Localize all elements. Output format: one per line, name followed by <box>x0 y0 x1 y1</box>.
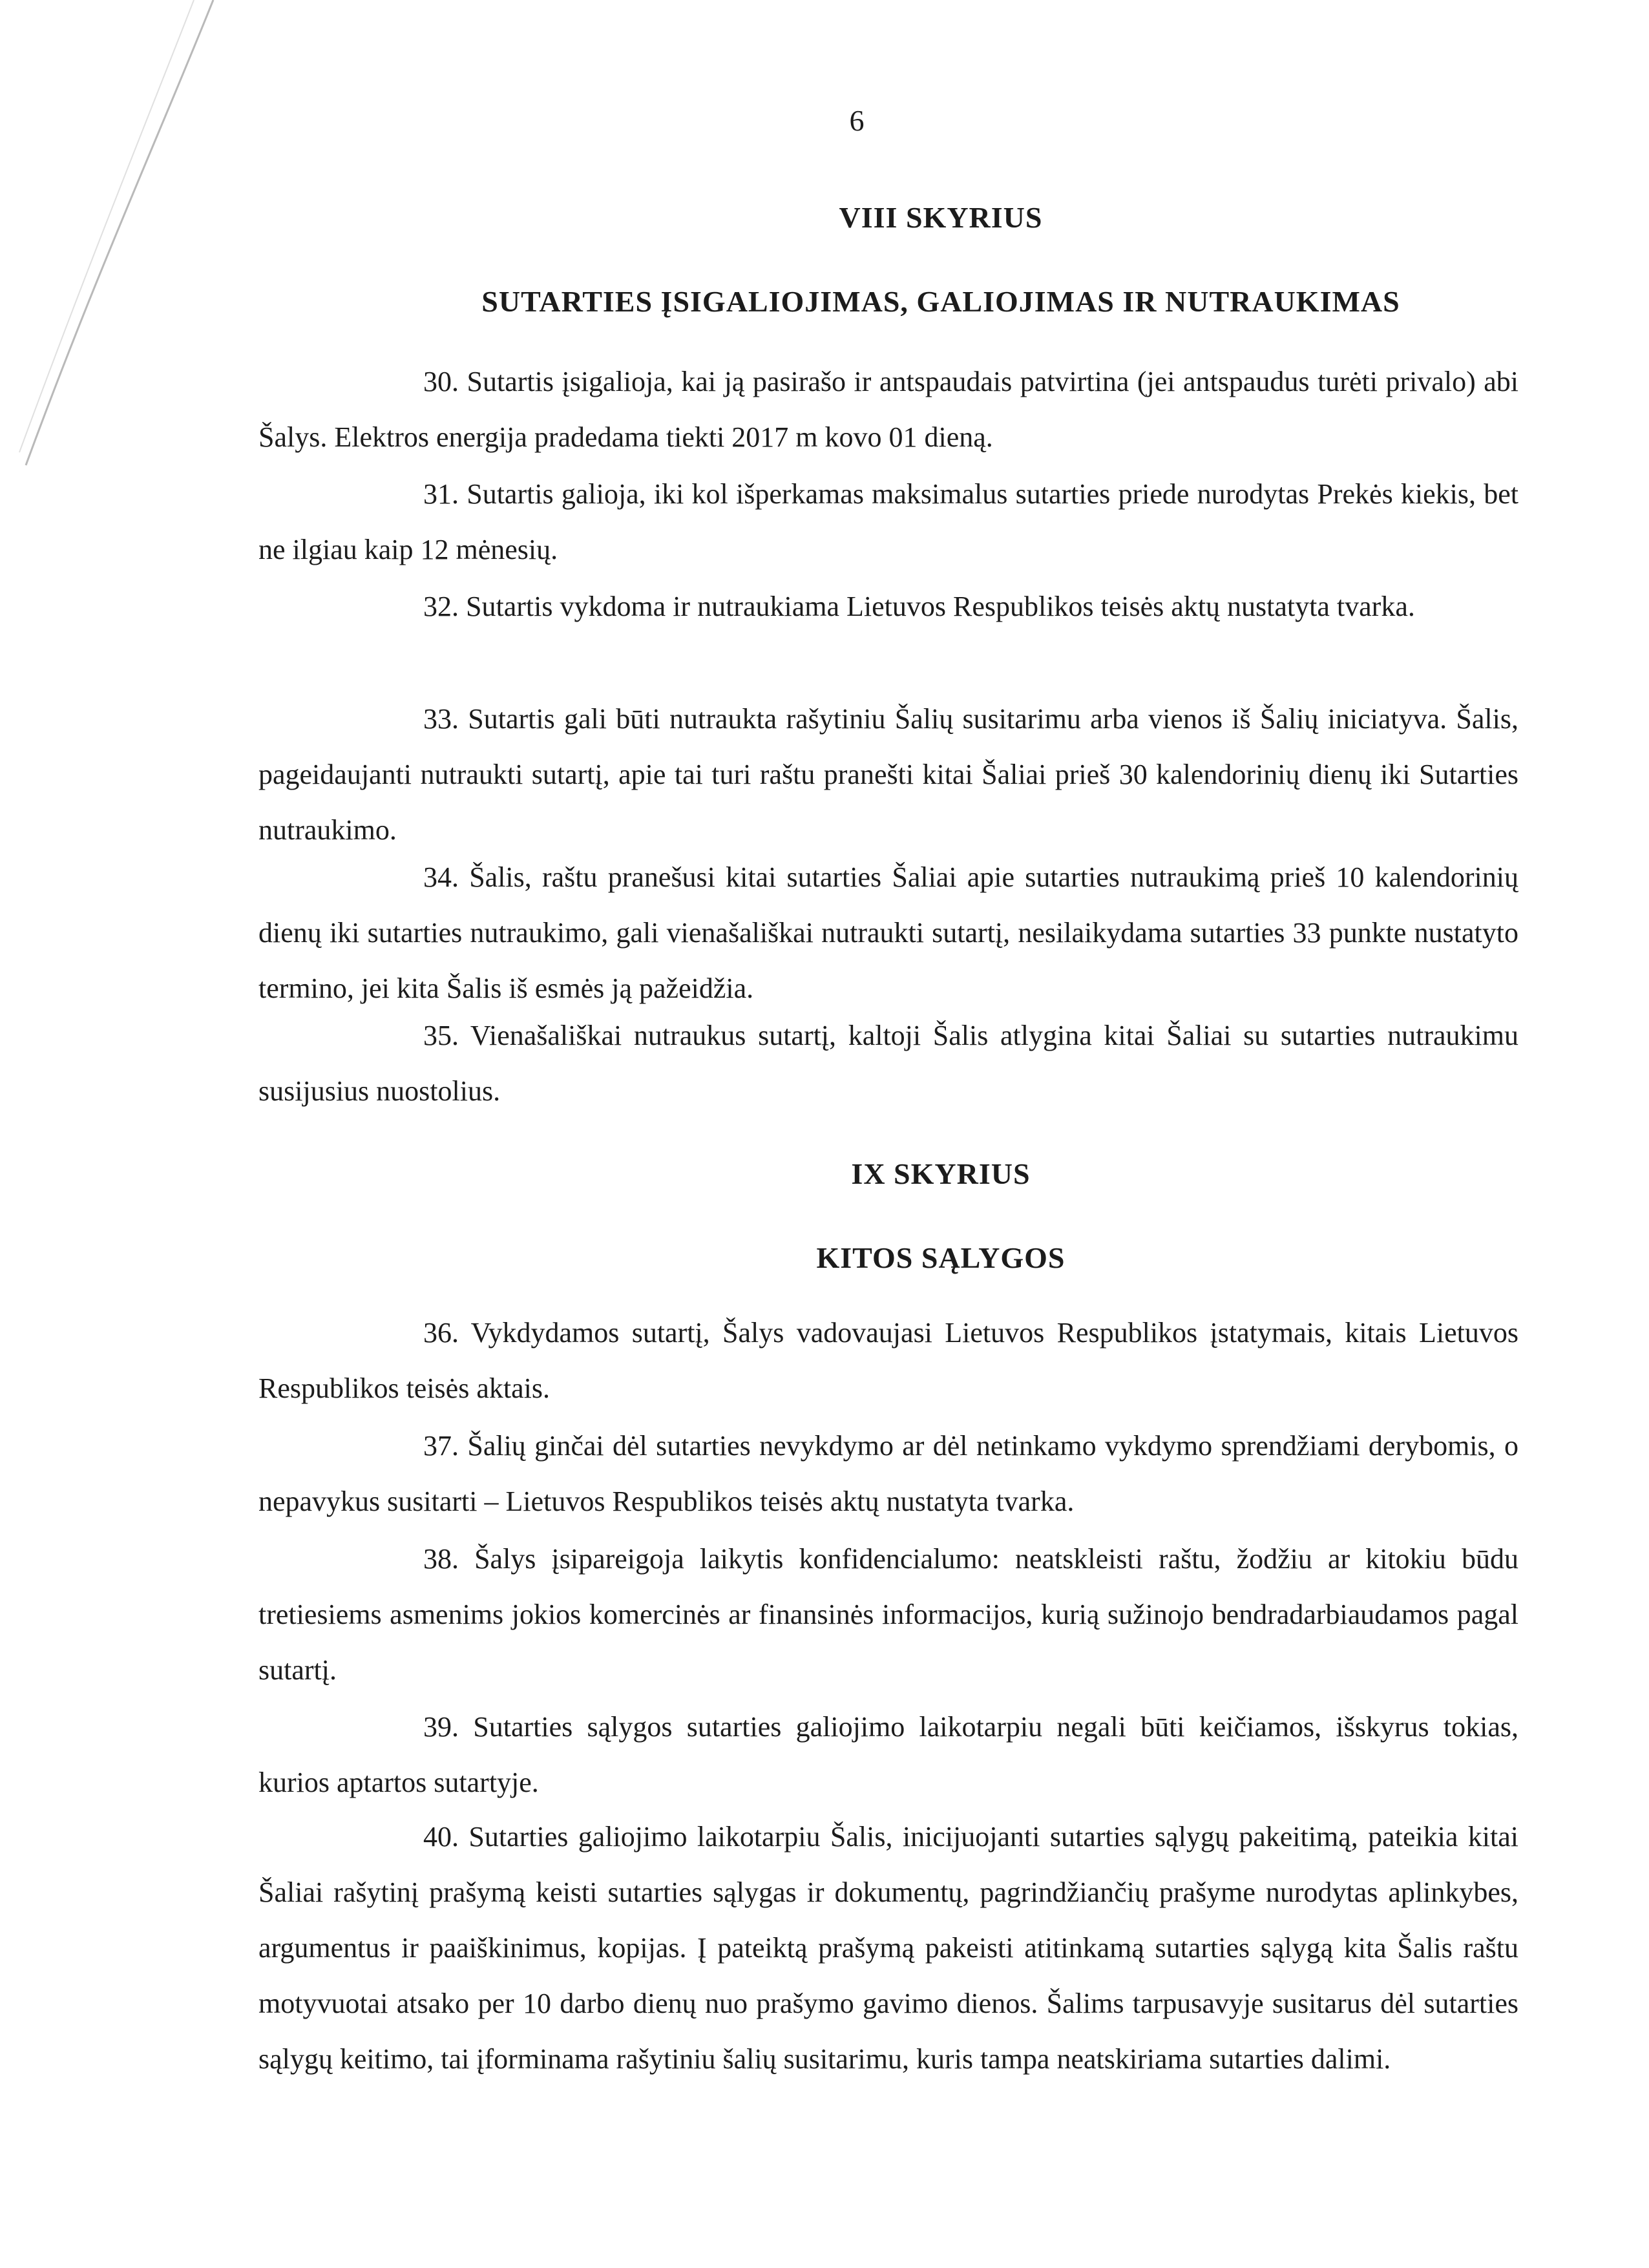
clause-38: 38. Šalys įsipareigoja laikytis konfidencialumo: neatskleisti raštu, žodžiu ar kitokiu būdu tretiesiems asmenims jokios komercinės ar finansinės informacijos, kurią sužinojo bendradarbiaudamos pagal sutartį. <box>258 1543 1518 1686</box>
clause-36: 36. Vykdydamos sutartį, Šalys vadovaujasi Lietuvos Respublikos įstatymais, kitais Lietuvos Respublikos teisės aktais. <box>258 1317 1518 1404</box>
clause-30: 30. Sutartis įsigalioja, kai ją pasirašo ir antspaudais patvirtina (jei antspaudus turėti privalo) abi Šalys. Elektros energija pradedama tiekti 2017 m kovo 01 dieną. <box>258 366 1518 453</box>
clause-34: 34. Šalis, raštu pranešusi kitai sutarties Šaliai apie sutarties nutraukimą prieš 10 kalendorinių dienų iki sutarties nutraukimo, gali vienašališkai nutraukti sutartį, nesilaikydama sutarties 33 punkte nustatyto termino, jei kita Šalis iš esmės ją pažeidžia. <box>258 861 1518 1004</box>
chapter-heading-viii: VIII SKYRIUS <box>839 201 1043 234</box>
scan-edge-artifact <box>0 0 271 491</box>
section-title-ix: KITOS SĄLYGOS <box>816 1241 1066 1274</box>
clause-33: 33. Sutartis gali būti nutraukta rašytiniu Šalių susitarimu arba vienos iš Šalių iniciatyva. Šalis, pageidaujanti nutraukti sutartį, apie tai turi raštu pranešti kitai Šaliai prieš 30 kalendorinių dienų iki Sutarties nutraukimo. <box>258 703 1518 846</box>
clause-35: 35. Vienašališkai nutraukus sutartį, kaltoji Šalis atlygina kitai Šaliai su sutarties nutraukimu susijusius nuostolius. <box>258 1020 1518 1107</box>
chapter-heading-ix: IX SKYRIUS <box>851 1157 1031 1190</box>
section-title-viii: SUTARTIES ĮSIGALIOJIMAS, GALIOJIMAS IR NUTRAUKIMAS <box>481 285 1400 318</box>
clause-32: 32. Sutartis vykdoma ir nutraukiama Lietuvos Respublikos teisės aktų nustatyta tvarka. <box>423 591 1415 622</box>
clause-40: 40. Sutarties galiojimo laikotarpiu Šalis, inicijuojanti sutarties sąlygų pakeitimą, pateikia kitai Šaliai rašytinį prašymą keisti sutarties sąlygas ir dokumentų, pagrindžiančių prašyme nurodytas aplinkybes, argumentus ir paaiškinimus, kopijas. Į pateiktą prašymą pakeisti atitinkamą sutarties sąlygą kita Šalis raštu motyvuotai atsako per 10 darbo dienų nuo prašymo gavimo dienos. Šalims tarpusavyje susitarus dėl sutarties sąlygų keitimo, tai įforminama rašytiniu šalių susitarimu, kuris tampa neatskiriama sutarties dalimi. <box>258 1821 1518 2075</box>
clause-31: 31. Sutartis galioja, iki kol išperkamas maksimalus sutarties priede nurodytas Prekės kiekis, bet ne ilgiau kaip 12 mėnesių. <box>258 478 1518 565</box>
clause-37: 37. Šalių ginčai dėl sutarties nevykdymo ar dėl netinkamo vykdymo sprendžiami derybomis, o nepavykus susitarti – Lietuvos Respublikos teisės aktų nustatyta tvarka. <box>258 1430 1518 1517</box>
clause-39: 39. Sutarties sąlygos sutarties galiojimo laikotarpiu negali būti keičiamos, išskyrus tokias, kurios aptartos sutartyje. <box>258 1711 1518 1798</box>
page-number: 6 <box>849 104 865 137</box>
